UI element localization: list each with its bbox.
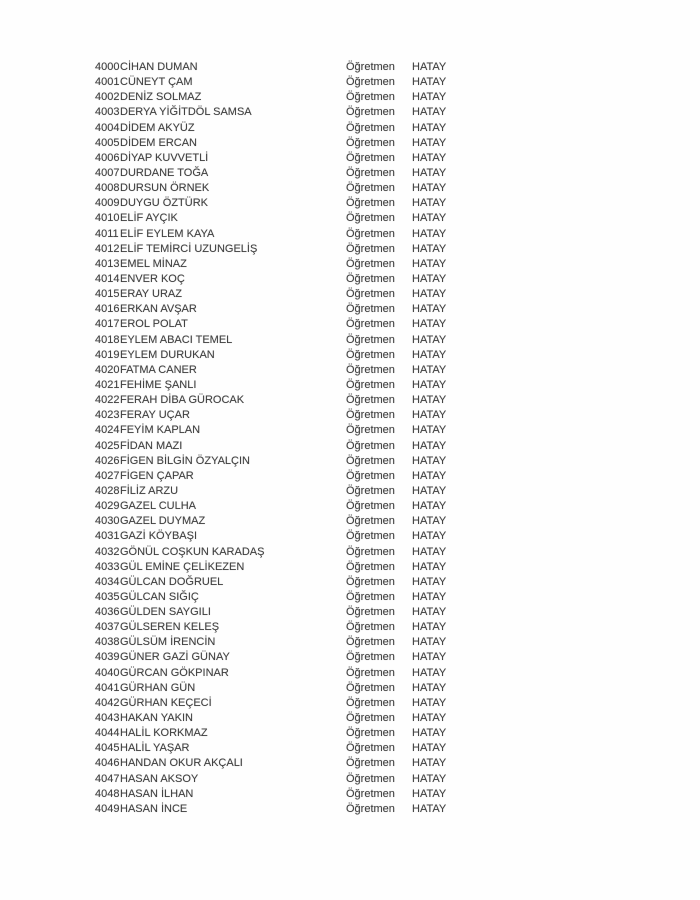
- row-title: Öğretmen: [346, 257, 395, 270]
- table-row: [95, 196, 655, 211]
- row-province: HATAY: [412, 757, 447, 770]
- row-province: HATAY: [412, 424, 447, 437]
- row-name: ENVER KOÇ: [120, 272, 185, 285]
- table-row: [95, 772, 655, 787]
- table-row: [95, 181, 655, 196]
- row-province: HATAY: [412, 590, 447, 603]
- table-row: [95, 408, 655, 423]
- row-name: FİGEN BİLGİN ÖZYALÇIN: [120, 454, 250, 467]
- row-number: 4046: [95, 757, 120, 770]
- row-name: EROL POLAT: [120, 318, 188, 331]
- row-number: 4008: [95, 182, 120, 195]
- row-title: Öğretmen: [346, 757, 395, 770]
- row-title: Öğretmen: [346, 439, 395, 452]
- row-title: Öğretmen: [346, 227, 395, 240]
- row-title: Öğretmen: [346, 469, 395, 482]
- row-province: HATAY: [412, 772, 447, 785]
- table-row: [95, 499, 655, 514]
- table-row: [95, 514, 655, 529]
- row-name: EYLEM ABACI TEMEL: [120, 333, 233, 346]
- row-province: HATAY: [412, 742, 447, 755]
- row-title: Öğretmen: [346, 61, 395, 73]
- table-row: [95, 121, 655, 136]
- row-name: GÜRHAN GÜN: [120, 681, 196, 694]
- row-province: HATAY: [412, 696, 447, 709]
- row-title: Öğretmen: [346, 772, 395, 785]
- table-row: [95, 363, 655, 378]
- row-number: 4048: [95, 787, 120, 800]
- table-row: [95, 211, 655, 226]
- row-name: GÜLCAN DOĞRUEL: [120, 575, 224, 588]
- row-title: Öğretmen: [346, 91, 395, 104]
- row-name: GÜNER GAZİ GÜNAY: [120, 651, 230, 664]
- row-name: HASAN AKSOY: [120, 772, 199, 785]
- row-province: HATAY: [412, 242, 447, 255]
- row-title: Öğretmen: [346, 197, 395, 210]
- row-title: Öğretmen: [346, 394, 395, 407]
- row-number: 4028: [95, 484, 120, 497]
- row-province: HATAY: [412, 500, 447, 513]
- table-row: [95, 741, 655, 756]
- row-title: Öğretmen: [346, 348, 395, 361]
- row-number: 4001: [95, 76, 120, 89]
- table-row: [95, 272, 655, 287]
- row-province: HATAY: [412, 560, 447, 573]
- row-title: Öğretmen: [346, 318, 395, 331]
- table-row: [95, 454, 655, 469]
- row-name: EYLEM DURUKAN: [120, 348, 215, 361]
- row-number: 4017: [95, 318, 120, 331]
- table-row: [95, 650, 655, 665]
- row-number: 4015: [95, 288, 120, 301]
- table-row: [95, 333, 655, 348]
- row-number: 4031: [95, 530, 120, 543]
- row-number: 4014: [95, 272, 120, 285]
- row-number: 4029: [95, 500, 120, 513]
- row-number: 4018: [95, 333, 120, 346]
- table-row: [95, 711, 655, 726]
- table-row: [95, 151, 655, 166]
- row-number: 4000: [95, 61, 120, 73]
- row-number: 4022: [95, 394, 120, 407]
- row-title: Öğretmen: [346, 272, 395, 285]
- row-number: 4045: [95, 742, 120, 755]
- row-name: GÜLCAN SIĞIÇ: [120, 590, 199, 603]
- row-number: 4049: [95, 802, 120, 815]
- row-name: GAZEL CULHA: [120, 500, 197, 513]
- row-name: HALİL YAŞAR: [120, 742, 190, 755]
- row-title: Öğretmen: [346, 500, 395, 513]
- row-name: ERAY URAZ: [120, 288, 182, 301]
- table-row: [95, 317, 655, 332]
- table-row: [95, 560, 655, 575]
- table-row: [95, 60, 655, 75]
- row-name: GAZEL DUYMAZ: [120, 515, 206, 528]
- row-title: Öğretmen: [346, 712, 395, 725]
- row-province: HATAY: [412, 288, 447, 301]
- row-name: HASAN İLHAN: [120, 787, 194, 800]
- row-title: Öğretmen: [346, 303, 395, 316]
- row-name: ELİF AYÇIK: [120, 212, 178, 225]
- row-title: Öğretmen: [346, 787, 395, 800]
- row-title: Öğretmen: [346, 363, 395, 376]
- row-title: Öğretmen: [346, 636, 395, 649]
- row-number: 4040: [95, 666, 120, 679]
- row-number: 4021: [95, 378, 120, 391]
- row-number: 4047: [95, 772, 120, 785]
- row-province: HATAY: [412, 575, 447, 588]
- table-row: [95, 756, 655, 771]
- row-province: HATAY: [412, 606, 447, 619]
- row-number: 4024: [95, 424, 120, 437]
- row-number: 4039: [95, 651, 120, 664]
- row-number: 4034: [95, 575, 120, 588]
- row-number: 4002: [95, 91, 120, 104]
- row-number: 4013: [95, 257, 120, 270]
- row-province: HATAY: [412, 727, 447, 740]
- row-name: EMEL MİNAZ: [120, 257, 187, 270]
- row-title: Öğretmen: [346, 424, 395, 437]
- row-name: HAKAN YAKIN: [120, 712, 193, 725]
- table-row: [95, 726, 655, 741]
- row-name: GÖNÜL COŞKUN KARADAŞ: [120, 545, 265, 558]
- table-row: [95, 90, 655, 105]
- row-name: HALİL KORKMAZ: [120, 727, 208, 740]
- row-title: Öğretmen: [346, 515, 395, 528]
- row-title: Öğretmen: [346, 333, 395, 346]
- row-province: HATAY: [412, 76, 447, 89]
- row-number: 4023: [95, 409, 120, 422]
- row-province: HATAY: [412, 303, 447, 316]
- row-province: HATAY: [412, 151, 447, 164]
- row-name: ELİF TEMİRCİ UZUNGELİŞ: [120, 242, 258, 255]
- row-name: CİHAN DUMAN: [120, 61, 198, 73]
- row-name: GAZİ KÖYBAŞI: [120, 530, 198, 543]
- row-province: HATAY: [412, 515, 447, 528]
- teacher-roster: [95, 60, 655, 817]
- row-province: HATAY: [412, 621, 447, 634]
- row-title: Öğretmen: [346, 696, 395, 709]
- row-province: HATAY: [412, 182, 447, 195]
- row-name: DİDEM AKYÜZ: [120, 121, 195, 134]
- table-row: [95, 575, 655, 590]
- table-row: [95, 166, 655, 181]
- row-province: HATAY: [412, 439, 447, 452]
- row-province: HATAY: [412, 378, 447, 391]
- row-name: HASAN İNCE: [120, 802, 188, 815]
- table-row: [95, 484, 655, 499]
- row-province: HATAY: [412, 802, 447, 815]
- row-title: Öğretmen: [346, 166, 395, 179]
- row-name: DUYGU ÖZTÜRK: [120, 197, 208, 210]
- row-province: HATAY: [412, 394, 447, 407]
- row-number: 4027: [95, 469, 120, 482]
- row-name: GÜLSEREN KELEŞ: [120, 621, 220, 634]
- row-province: HATAY: [412, 636, 447, 649]
- row-title: Öğretmen: [346, 378, 395, 391]
- row-number: 4016: [95, 303, 120, 316]
- table-row: [95, 469, 655, 484]
- row-number: 4004: [95, 121, 120, 134]
- row-title: Öğretmen: [346, 575, 395, 588]
- row-name: GÜRHAN KEÇECİ: [120, 696, 212, 709]
- row-province: HATAY: [412, 712, 447, 725]
- row-title: Öğretmen: [346, 681, 395, 694]
- row-title: Öğretmen: [346, 666, 395, 679]
- row-number: 4038: [95, 636, 120, 649]
- row-number: 4037: [95, 621, 120, 634]
- table-row: [95, 620, 655, 635]
- row-number: 4042: [95, 696, 120, 709]
- row-title: Öğretmen: [346, 545, 395, 558]
- row-province: HATAY: [412, 166, 447, 179]
- row-number: 4009: [95, 197, 120, 210]
- row-title: Öğretmen: [346, 742, 395, 755]
- row-province: HATAY: [412, 787, 447, 800]
- row-title: Öğretmen: [346, 590, 395, 603]
- table-row: [95, 529, 655, 544]
- table-row: [95, 136, 655, 151]
- table-row: [95, 605, 655, 620]
- row-province: HATAY: [412, 227, 447, 240]
- row-province: HATAY: [412, 409, 447, 422]
- row-province: HATAY: [412, 318, 447, 331]
- row-number: 4033: [95, 560, 120, 573]
- row-number: 4011: [95, 227, 119, 240]
- row-name: FEHİME ŞANLI: [120, 378, 197, 391]
- row-name: ERKAN AVŞAR: [120, 303, 197, 316]
- row-title: Öğretmen: [346, 484, 395, 497]
- row-number: 4041: [95, 681, 120, 694]
- row-title: Öğretmen: [346, 409, 395, 422]
- row-title: Öğretmen: [346, 151, 395, 164]
- table-row: [95, 287, 655, 302]
- table-row: [95, 348, 655, 363]
- table-row: [95, 75, 655, 90]
- row-province: HATAY: [412, 454, 447, 467]
- row-province: HATAY: [412, 651, 447, 664]
- row-province: HATAY: [412, 484, 447, 497]
- row-name: ELİF EYLEM KAYA: [120, 227, 215, 240]
- row-province: HATAY: [412, 91, 447, 104]
- table-row: [95, 302, 655, 317]
- row-number: 4006: [95, 151, 120, 164]
- row-province: HATAY: [412, 530, 447, 543]
- row-title: Öğretmen: [346, 802, 395, 815]
- row-title: Öğretmen: [346, 136, 395, 149]
- table-row: [95, 696, 655, 711]
- row-name: GÜRCAN GÖKPINAR: [120, 666, 229, 679]
- row-name: FİGEN ÇAPAR: [120, 469, 194, 482]
- row-province: HATAY: [412, 333, 447, 346]
- row-number: 4043: [95, 712, 120, 725]
- table-row: [95, 227, 655, 242]
- row-name: FERAY UÇAR: [120, 409, 190, 422]
- table-row: [95, 635, 655, 650]
- table-row: [95, 545, 655, 560]
- row-name: DENİZ SOLMAZ: [120, 91, 202, 104]
- row-number: 4032: [95, 545, 120, 558]
- row-province: HATAY: [412, 121, 447, 134]
- row-number: 4005: [95, 136, 120, 149]
- row-number: 4019: [95, 348, 120, 361]
- row-province: HATAY: [412, 136, 447, 149]
- row-province: HATAY: [412, 681, 447, 694]
- row-name: FERAH DİBA GÜROCAK: [120, 394, 245, 407]
- table-row: [95, 787, 655, 802]
- row-province: HATAY: [412, 257, 447, 270]
- row-name: CÜNEYT ÇAM: [120, 76, 193, 89]
- row-name: FİDAN MAZI: [120, 439, 183, 452]
- row-number: 4020: [95, 363, 120, 376]
- row-province: HATAY: [412, 363, 447, 376]
- row-number: 4036: [95, 606, 120, 619]
- table-row: [95, 105, 655, 120]
- row-name: HANDAN OKUR AKÇALI: [120, 757, 243, 770]
- table-row: [95, 666, 655, 681]
- row-province: HATAY: [412, 212, 447, 225]
- row-name: DURDANE TOĞA: [120, 166, 209, 179]
- row-title: Öğretmen: [346, 121, 395, 134]
- table-row: [95, 393, 655, 408]
- row-title: Öğretmen: [346, 560, 395, 573]
- row-number: 4035: [95, 590, 120, 603]
- row-title: Öğretmen: [346, 530, 395, 543]
- row-number: 4025: [95, 439, 120, 452]
- row-number: 4003: [95, 106, 120, 119]
- table-row: [95, 802, 655, 817]
- row-title: Öğretmen: [346, 606, 395, 619]
- row-name: DİDEM ERCAN: [120, 136, 198, 149]
- row-title: Öğretmen: [346, 454, 395, 467]
- row-name: GÜLSÜM İRENCİN: [120, 636, 216, 649]
- row-number: 4010: [95, 212, 120, 225]
- table-row: [95, 681, 655, 696]
- table-row: [95, 257, 655, 272]
- row-title: Öğretmen: [346, 106, 395, 119]
- row-province: HATAY: [412, 666, 447, 679]
- row-number: 4044: [95, 727, 120, 740]
- table-row: [95, 423, 655, 438]
- row-title: Öğretmen: [346, 76, 395, 89]
- row-name: GÜLDEN SAYGILI: [120, 606, 211, 619]
- row-name: FİLİZ ARZU: [120, 484, 179, 497]
- table-row: [95, 242, 655, 257]
- row-province: HATAY: [412, 197, 447, 210]
- row-province: HATAY: [412, 348, 447, 361]
- row-title: Öğretmen: [346, 621, 395, 634]
- row-title: Öğretmen: [346, 212, 395, 225]
- row-province: HATAY: [412, 272, 447, 285]
- row-province: HATAY: [412, 106, 447, 119]
- row-name: FEYİM KAPLAN: [120, 424, 201, 437]
- row-number: 4030: [95, 515, 120, 528]
- row-province: HATAY: [412, 545, 447, 558]
- row-name: DURSUN ÖRNEK: [120, 182, 210, 195]
- row-name: FATMA CANER: [120, 363, 197, 376]
- row-number: 4007: [95, 166, 120, 179]
- row-number: 4026: [95, 454, 120, 467]
- row-name: DİYAP KUVVETLİ: [120, 151, 209, 164]
- row-province: HATAY: [412, 469, 447, 482]
- row-title: Öğretmen: [346, 242, 395, 255]
- row-title: Öğretmen: [346, 651, 395, 664]
- table-row: [95, 439, 655, 454]
- row-title: Öğretmen: [346, 727, 395, 740]
- row-name: GÜL EMİNE ÇELİKEZEN: [120, 560, 245, 573]
- row-province: HATAY: [412, 61, 447, 73]
- row-title: Öğretmen: [346, 182, 395, 195]
- table-row: [95, 590, 655, 605]
- row-number: 4012: [95, 242, 120, 255]
- row-title: Öğretmen: [346, 288, 395, 301]
- row-name: DERYA YİĞİTDÖL SAMSA: [120, 106, 252, 119]
- table-row: [95, 378, 655, 393]
